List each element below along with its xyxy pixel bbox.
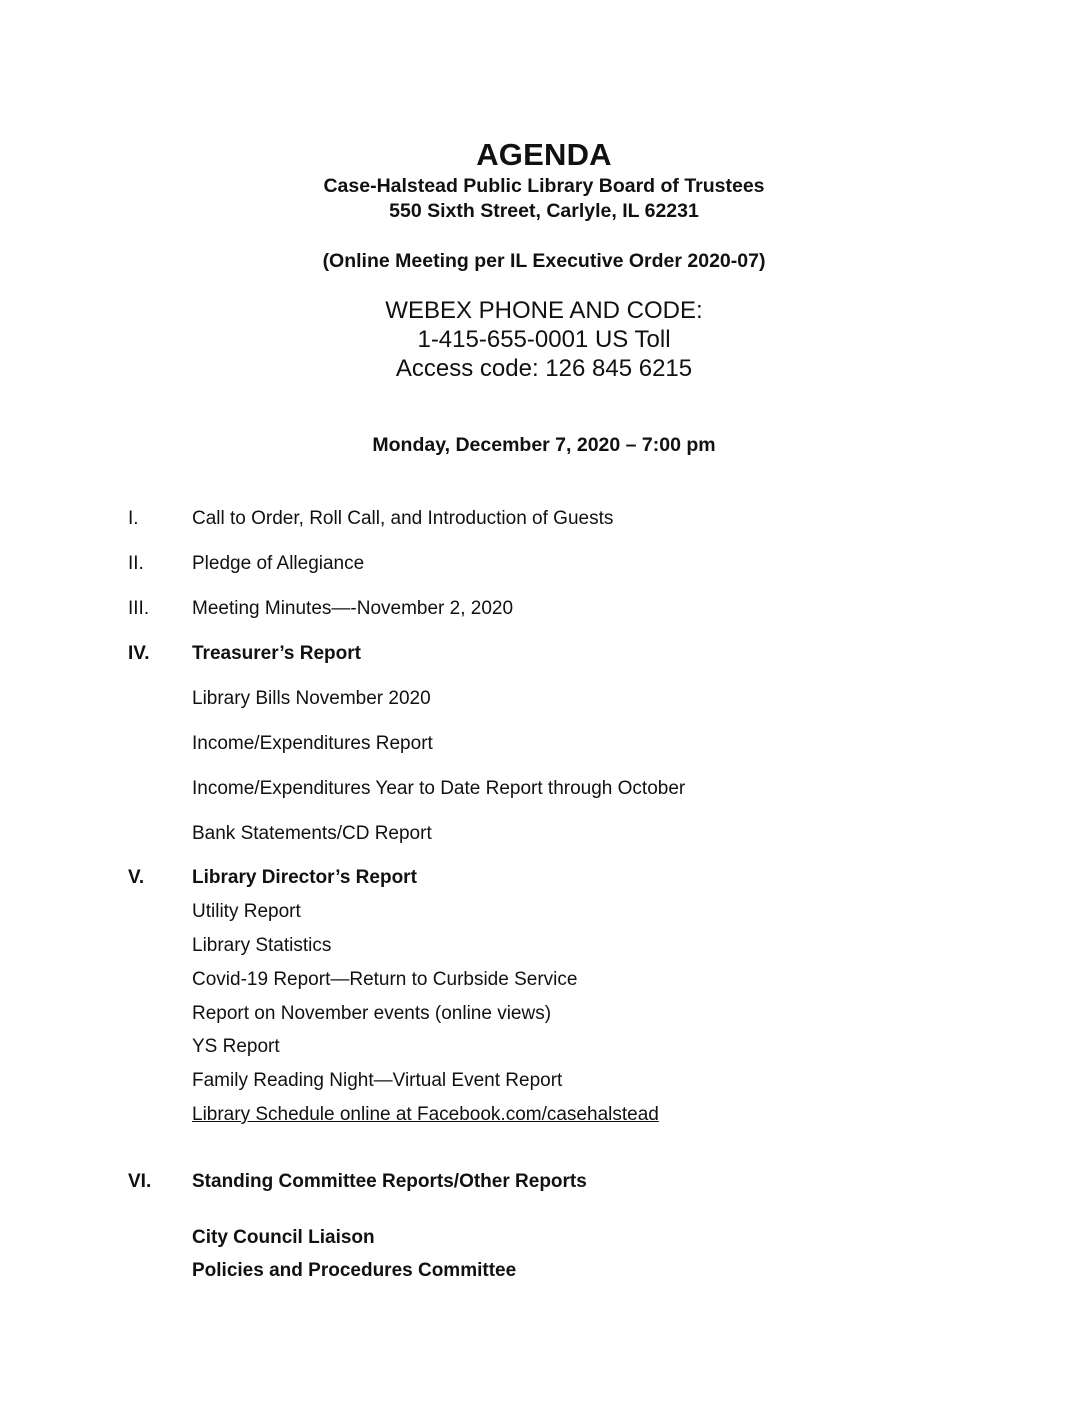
organization-name: Case-Halstead Public Library Board of Trustees <box>323 175 765 197</box>
director-subitem: Utility Report <box>192 901 301 922</box>
agenda-item-treasurers-report: Treasurer’s Report <box>192 643 361 664</box>
facebook-schedule-link[interactable]: Library Schedule online at Facebook.com/casehalstead <box>192 1104 659 1125</box>
director-subitem: Covid-19 Report—Return to Curbside Service <box>192 969 578 990</box>
agenda-numeral-2: II. <box>128 553 144 574</box>
agenda-numeral-3: III. <box>128 598 150 619</box>
committee-subitem: City Council Liaison <box>192 1227 375 1248</box>
meeting-note: (Online Meeting per IL Executive Order 2020-07) <box>322 250 766 272</box>
organization-address: 550 Sixth Street, Carlyle, IL 62231 <box>389 200 699 222</box>
director-subitem: Report on November events (online views) <box>192 1003 552 1024</box>
agenda-numeral-5: V. <box>128 867 145 888</box>
agenda-item-pledge: Pledge of Allegiance <box>192 553 365 574</box>
director-subitem: Library Statistics <box>192 935 332 956</box>
director-subitem: Family Reading Night—Virtual Event Report <box>192 1070 563 1091</box>
meeting-date: Monday, December 7, 2020 – 7:00 pm <box>372 434 716 456</box>
webex-heading: WEBEX PHONE AND CODE: <box>385 297 703 324</box>
treasurer-subitem: Income/Expenditures Year to Date Report through October <box>192 778 686 799</box>
committee-subitem: Policies and Procedures Committee <box>192 1260 517 1281</box>
director-subitem: YS Report <box>192 1036 280 1057</box>
agenda-numeral-1: I. <box>128 508 139 529</box>
agenda-item-meeting-minutes: Meeting Minutes—-November 2, 2020 <box>192 598 514 619</box>
agenda-item-directors-report: Library Director’s Report <box>192 867 417 888</box>
agenda-item-call-to-order: Call to Order, Roll Call, and Introduction of Guests <box>192 508 614 529</box>
agenda-numeral-6: VI. <box>128 1171 152 1192</box>
agenda-item-committee-reports: Standing Committee Reports/Other Reports <box>192 1171 587 1192</box>
webex-phone: 1-415-655-0001 US Toll <box>417 326 671 353</box>
treasurer-subitem: Income/Expenditures Report <box>192 733 433 754</box>
agenda-numeral-4: IV. <box>128 643 150 664</box>
page-title: AGENDA <box>476 137 612 172</box>
webex-access-code: Access code: 126 845 6215 <box>395 355 693 382</box>
treasurer-subitem: Library Bills November 2020 <box>192 688 431 709</box>
treasurer-subitem: Bank Statements/CD Report <box>192 823 432 844</box>
